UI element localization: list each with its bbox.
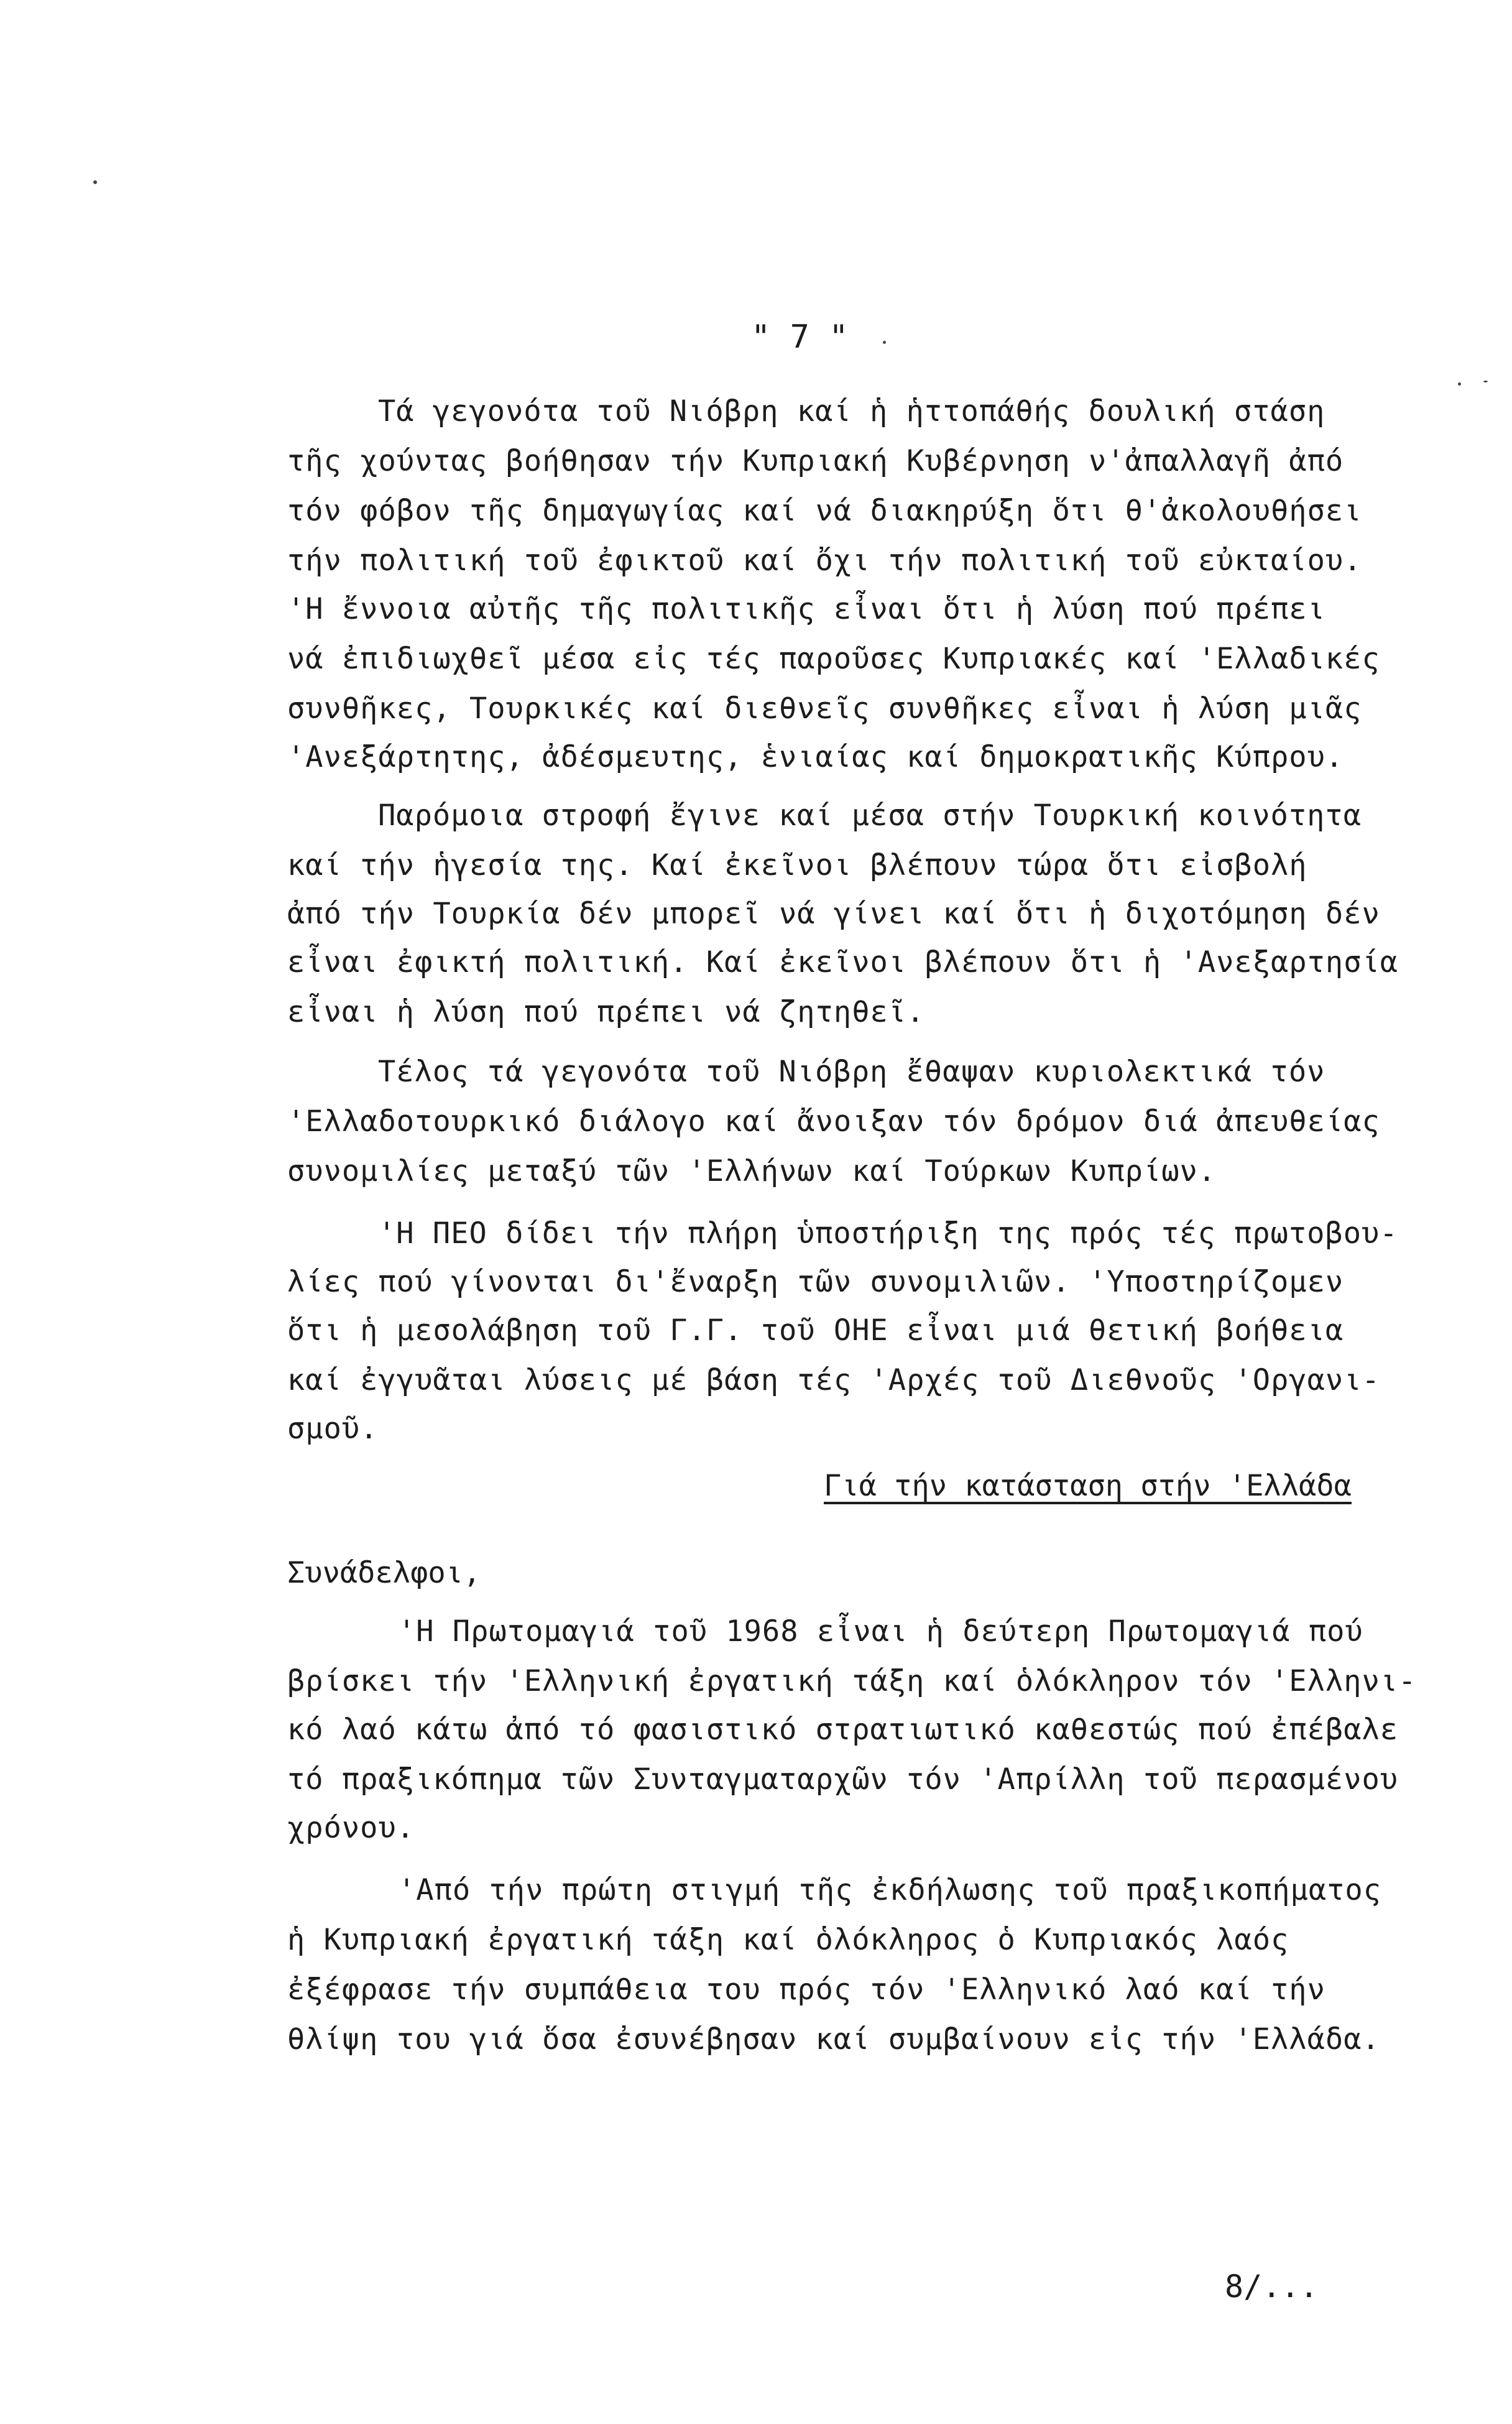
text-line: 'Η ΠΕΟ δίδει τήν πλήρη ὑποστήριξη της πρός τές πρωτοβου-	[378, 1216, 1398, 1251]
text-line: συνθῆκες, Τουρκικές καί διεθνεῖς συνθῆκες εἶναι ἡ λύση μιᾶς	[287, 692, 1362, 726]
text-line: τῆς χούντας βοήθησαν τήν Κυπριακή Κυβέρνηση ν'ἀπαλλαγῆ ἀπό	[287, 444, 1344, 478]
text-line: βρίσκει τήν 'Ελληνική ἐργατική τάξη καί ὁλόκληρον τόν 'Ελληνι-	[287, 1664, 1417, 1698]
text-line: θλίψη του γιά ὅσα ἐσυνέβησαν καί συμβαίνουν εἰς τήν 'Ελλάδα.	[287, 2022, 1380, 2056]
text-line: ἡ Κυπριακή ἐργατική τάξη καί ὁλόκληρος ὁ Κυπριακός λαός	[287, 1923, 1289, 1957]
text-line: 'Ανεξάρτητης, ἀδέσμευτης, ἑνιαίας καί δημοκρατικῆς Κύπρου.	[287, 740, 1344, 774]
text-line: κό λαό κάτω ἀπό τό φασιστικό στρατιωτικό καθεστώς πού ἐπέβαλε	[287, 1713, 1399, 1747]
text-line: Παρόμοια στροφή ἔγινε καί μέσα στήν Τουρκική κοινότητα	[378, 798, 1362, 833]
text-line: τήν πολιτική τοῦ ἐφικτοῦ καί ὄχι τήν πολιτική τοῦ εὐκταίου.	[287, 544, 1362, 578]
text-line: νά ἐπιδιωχθεῖ μέσα εἰς τές παροῦσες Κυπριακές καί 'Ελλαδικές	[287, 642, 1380, 676]
scan-speck	[1458, 382, 1461, 386]
text-line: καί ἐγγυᾶται λύσεις μέ βάση τές 'Αρχές τοῦ Διεθνοῦς 'Οργανι-	[287, 1363, 1380, 1397]
salutation: Συνάδελφοι,	[287, 1556, 481, 1590]
text-line: 'Από τήν πρώτη στιγμή τῆς ἐκδήλωσης τοῦ πραξικοπήματος	[398, 1873, 1382, 1907]
text-line: χρόνου.	[287, 1811, 415, 1845]
text-line: σμοῦ.	[287, 1412, 379, 1446]
scan-speck	[93, 180, 97, 184]
text-line: εἶναι ἐφικτή πολιτική. Καί ἐκεῖνοι βλέπουν ὅτι ἡ 'Ανεξαρτησία	[287, 945, 1399, 979]
text-line: Τά γεγονότα τοῦ Νιόβρη καί ἡ ἡττοπάθής δουλική στάση	[378, 394, 1325, 428]
text-line: ἀπό τήν Τουρκία δέν μπορεῖ νά γίνει καί ὅτι ἡ διχοτόμηση δέν	[287, 897, 1380, 931]
page-number: " 7 "	[751, 318, 849, 356]
section-heading: Γιά τήν κατάσταση στήν 'Ελλάδα	[824, 1469, 1352, 1503]
text-line: καί τήν ἡγεσία της. Καί ἐκεῖνοι βλέπουν τώρα ὅτι εἰσβολή	[287, 848, 1307, 882]
text-line: 'Η Πρωτομαγιά τοῦ 1968 εἶναι ἡ δεύτερη Πρωτομαγιά πού	[398, 1614, 1363, 1649]
text-line: 'Ελλαδοτουρκικό διάλογο καί ἄνοιξαν τόν δρόμον διά ἀπευθείας	[287, 1104, 1380, 1139]
text-line: 'Η ἔννοια αὐτῆς τῆς πολιτικῆς εἶναι ὅτι ἡ λύση πού πρέπει	[287, 592, 1325, 626]
text-line: ἐξέφρασε τήν συμπάθεια του πρός τόν 'Ελληνικό λαό καί τήν	[287, 1973, 1325, 2007]
text-line: εἶναι ἡ λύση πού πρέπει νά ζητηθεῖ.	[287, 995, 925, 1029]
continuation-marker: 8/...	[1225, 2269, 1319, 2305]
text-line: συνομιλίες μεταξύ τῶν 'Ελλήνων καί Τούρκων Κυπρίων.	[287, 1154, 1217, 1188]
scan-speck	[883, 341, 886, 344]
text-line: λίες πού γίνονται δι'ἔναρξη τῶν συνομιλιῶν. 'Υποστηρίζομεν	[287, 1265, 1344, 1299]
text-line: Τέλος τά γεγονότα τοῦ Νιόβρη ἔθαψαν κυριολεκτικά τόν	[378, 1055, 1325, 1089]
text-line: ὅτι ἡ μεσολάβηση τοῦ Γ.Γ. τοῦ ΟΗΕ εἶναι μιά θετική βοήθεια	[287, 1313, 1344, 1348]
text-line: τόν φόβον τῆς δημαγωγίας καί νά διακηρύξη ὅτι θ'ἀκολουθήσει	[287, 494, 1362, 528]
scan-speck	[1483, 381, 1488, 382]
text-line: τό πραξικόπημα τῶν Συνταγματαρχῶν τόν 'Απρίλλη τοῦ περασμένου	[287, 1762, 1399, 1797]
